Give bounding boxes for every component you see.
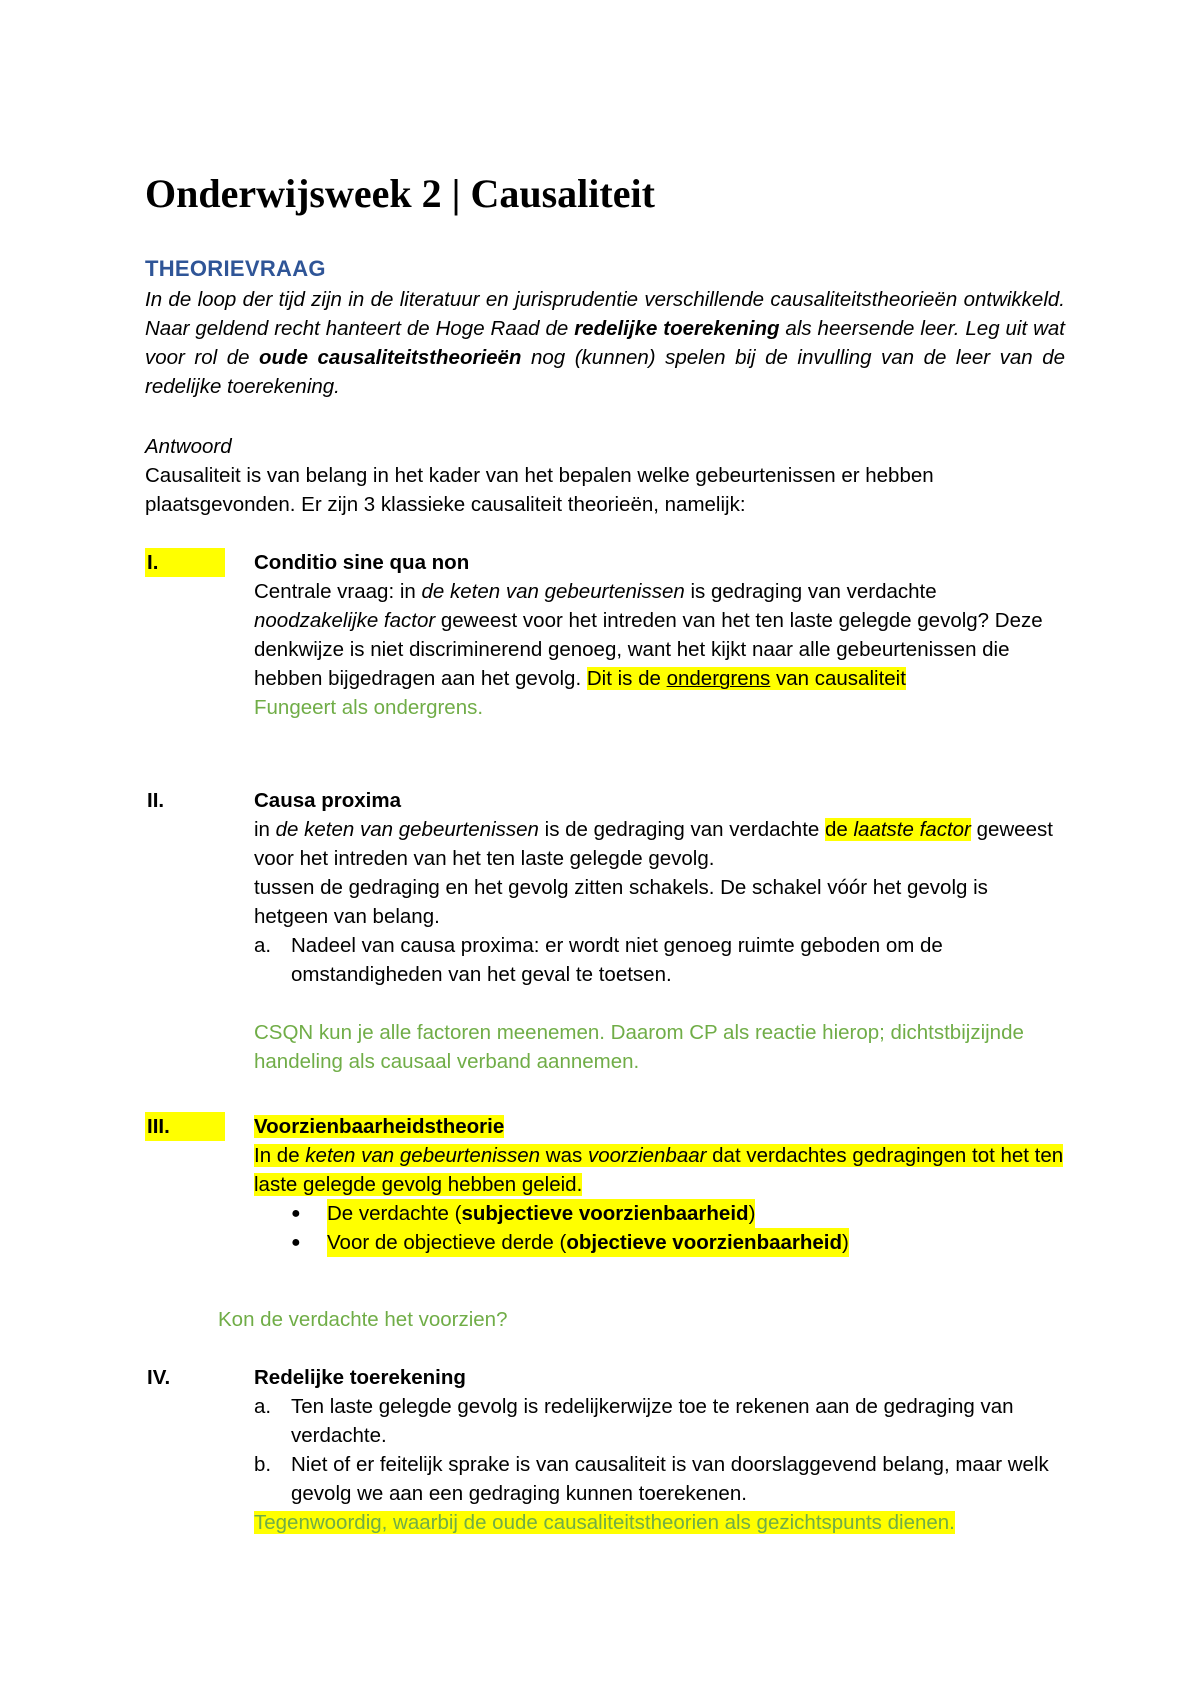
- section-heading: THEORIEVRAAG: [145, 256, 326, 281]
- body-text: geweest voor het intreden van het ten laste gelegde gevolg.: [254, 818, 1053, 870]
- theory-section-causa-proxima: [145, 786, 1065, 1076]
- section-body: [254, 815, 1065, 873]
- theory-section-csqn: [145, 548, 1065, 722]
- list-item: [254, 1450, 1065, 1508]
- section-body: tussen de gedraging en het gevolg zitten schakels. De schakel vóór het gevolg is hetgeen van belang.: [254, 876, 988, 928]
- question-text: [145, 285, 1065, 401]
- section-number: IV.: [147, 1366, 171, 1389]
- highlight-part: Dit is de: [586, 667, 667, 690]
- highlight-part: de: [825, 818, 854, 841]
- body-italic: noodzakelijke factor: [254, 609, 436, 632]
- question-emphasis: oude causaliteitstheorieën: [259, 346, 522, 369]
- highlighted-text: [587, 667, 906, 690]
- highlight-part: dat verdachtes gedragingen tot het ten laste gelegde gevolg hebben geleid.: [254, 1144, 1064, 1196]
- list-text: Ten laste gelegde gevolg is redelijkerwijze toe te rekenen aan de gedraging van verdachte.: [291, 1395, 1014, 1447]
- list-marker: b.: [254, 1453, 272, 1476]
- underlined-term: ondergrens: [666, 667, 771, 690]
- highlight-italic: voorzienbaar: [587, 1144, 707, 1167]
- spacer: [254, 989, 1065, 1018]
- body-text: Centrale vraag: in: [254, 580, 422, 603]
- list-item: [254, 1392, 1065, 1450]
- highlighted-text: [825, 818, 971, 841]
- list-item: [254, 931, 1065, 989]
- section-number: II.: [147, 789, 165, 812]
- list-item: [291, 1228, 1065, 1257]
- highlighted-title: Voorzienbaarheidstheorie: [254, 1115, 505, 1138]
- bullet-icon: ●: [291, 1205, 301, 1222]
- theory-section-voorzienbaarheid: [145, 1112, 1065, 1257]
- list-text: Niet of er feitelijk sprake is van causaliteit is van doorslaggevend belang, maar welk gevolg we aan een gedraging kunnen toerekenen.: [291, 1453, 1049, 1505]
- body-italic: de keten van gebeurtenissen: [275, 818, 539, 841]
- answer-label: Antwoord: [145, 435, 232, 458]
- note-green: Kon de verdachte het voorzien?: [218, 1308, 508, 1331]
- bullet-emphasis: subjectieve voorzienbaarheid: [461, 1202, 749, 1225]
- highlight-part: In de: [254, 1144, 306, 1167]
- section-title: Causa proxima: [254, 789, 401, 812]
- note-green: Fungeert als ondergrens.: [254, 696, 484, 719]
- highlight-italic: keten van gebeurtenissen: [305, 1144, 541, 1167]
- theory-section-redelijke-toerekening: [145, 1363, 1065, 1537]
- note-green: [254, 1508, 1065, 1537]
- question-part: In de loop der tijd zijn in de literatuur en jurisprudentie verschillende causaliteitstheorieën ontwikkeld. Naar geldend recht hanteert de Hoge Raad de: [145, 288, 1065, 340]
- section-body: [254, 1141, 1065, 1199]
- list-text: [327, 1228, 849, 1257]
- section-title: Conditio sine qua non: [254, 551, 470, 574]
- bullet-part: ): [748, 1202, 756, 1225]
- body-text: is de gedraging van verdachte: [538, 818, 825, 841]
- note-green: CSQN kun je alle factoren meenemen. Daarom CP als reactie hierop; dichtstbijzijnde handeling als causaal verband aannemen.: [254, 1021, 1024, 1073]
- highlighted-note: Tegenwoordig, waarbij de oude causaliteitstheorien als gezichtspunts dienen.: [254, 1511, 955, 1534]
- bullet-emphasis: objectieve voorzienbaarheid: [566, 1231, 843, 1254]
- body-text: geweest voor het intreden van het ten laste gelegde gevolg? Deze denkwijze is niet discriminerend genoeg, want het kijkt naar alle gebeurtenissen die hebben bijgedragen aan het gevolg.: [254, 609, 1043, 690]
- bullet-part: ): [842, 1231, 849, 1254]
- body-text: in: [254, 818, 276, 841]
- question-emphasis: redelijke toerekening: [574, 317, 780, 340]
- answer-intro: Causaliteit is van belang in het kader van het bepalen welke gebeurtenissen er hebben plaatsgevonden. Er zijn 3 klassieke causaliteit theorieën, namelijk:: [145, 464, 934, 516]
- section-number: III.: [145, 1112, 225, 1141]
- page-title: Onderwijsweek 2 | Causaliteit: [145, 171, 655, 216]
- highlighted-text: [254, 1144, 1063, 1196]
- list-item: [291, 1199, 1065, 1228]
- question-part: nog (kunnen) spelen bij de invulling van de leer van de redelijke toerekening.: [145, 346, 1065, 398]
- bullet-part: Voor de objectieve derde (: [327, 1231, 567, 1254]
- list-marker: a.: [254, 1395, 272, 1418]
- section-title: Redelijke toerekening: [254, 1366, 466, 1389]
- question-part: als heersende leer. Leg uit wat voor rol de: [145, 317, 1065, 369]
- list-text: Nadeel van causa proxima: er wordt niet genoeg ruimte geboden om de omstandigheden van het geval te toetsen.: [291, 934, 943, 986]
- bullet-icon: ●: [291, 1234, 301, 1251]
- list-text: [327, 1199, 755, 1228]
- body-text: is gedraging van verdachte: [684, 580, 937, 603]
- bullet-part: De verdachte (: [327, 1202, 462, 1225]
- section-body: [254, 577, 1065, 693]
- highlight-part: van causaliteit: [770, 667, 906, 690]
- highlight-italic: laatste factor: [853, 818, 971, 841]
- section-number: I.: [145, 548, 225, 577]
- highlight-part: was: [540, 1144, 588, 1167]
- list-marker: a.: [254, 934, 272, 957]
- section-title: [254, 1112, 1065, 1141]
- body-italic: de keten van gebeurtenissen: [421, 580, 685, 603]
